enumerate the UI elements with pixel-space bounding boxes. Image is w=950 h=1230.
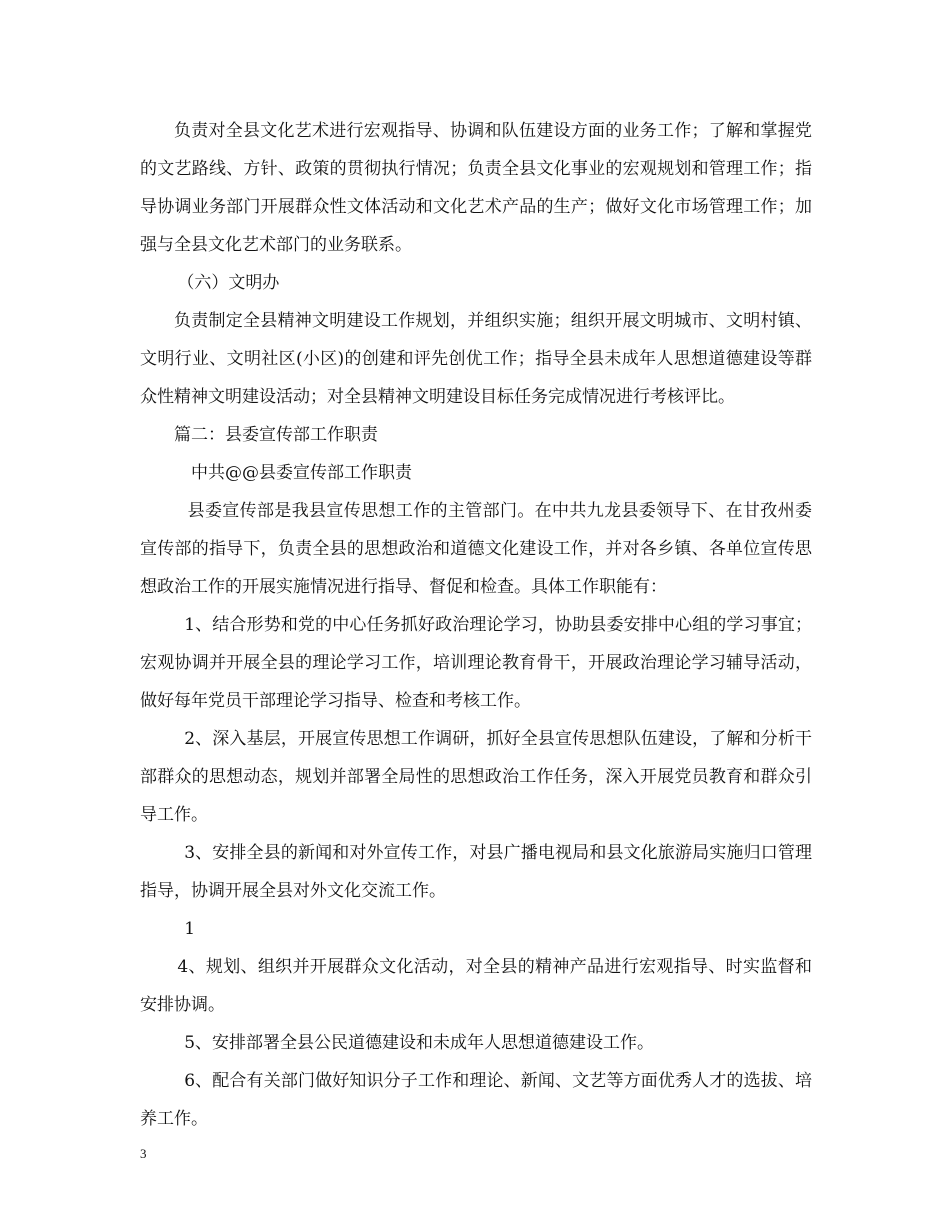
paragraph-culture-duties: 负责对全县文化艺术进行宏观指导、协调和队伍建设方面的业务工作；了解和掌握党的文艺路线、方针、政策的贯彻执行情况；负责全县文化事业的宏观规划和管理工作；指导协调业务部门开展群众性文体活动和文化艺术产品的生产；做好文化市场管理工作；加强与全县文化艺术部门的业务联系。 [140, 121, 812, 255]
page-number: 3 [140, 1146, 147, 1161]
list-item-2: 2、深入基层，开展宣传思想工作调研，抓好全县宣传思想队伍建设，了解和分析干部群众的思想动态，规划并部署全局性的思想政治工作任务，深入开展党员教育和群众引导工作。 [140, 729, 812, 825]
chapter-heading-propaganda-duties: 篇二：县委宣传部工作职责 [174, 425, 378, 445]
list-item-4: 4、规划、组织并开展群众文化活动，对全县的精神产品进行宏观指导、时实监督和安排协调。 [140, 957, 812, 1015]
list-item-5: 5、安排部署全县公民道德建设和未成年人思想道德建设工作。 [184, 1033, 655, 1053]
document-body [140, 112, 812, 1138]
section-heading-civilization-office: （六）文明办 [177, 273, 280, 293]
list-item-3: 3、安排全县的新闻和对外宣传工作，对县广播电视局和县文化旅游局实施归口管理指导，协调开展全县对外文化交流工作。 [140, 843, 812, 901]
paragraph-department-intro: 县委宣传部是我县宣传思想工作的主管部门。在中共九龙县委领导下、在甘孜州委宣传部的指导下，负责全县的思想政治和道德文化建设工作，并对各乡镇、各单位宣传思想政治工作的开展实施情况进行指导、督促和检查。具体工作职能有： [140, 501, 812, 597]
document-subtitle: 中共@@县委宣传部工作职责 [191, 463, 412, 483]
inline-page-marker: 1 [184, 919, 196, 939]
list-item-1: 1、结合形势和党的中心任务抓好政治理论学习，协助县委安排中心组的学习事宜；宏观协调并开展全县的理论学习工作，培训理论教育骨干，开展政治理论学习辅导活动，做好每年党员干部理论学习指导、检查和考核工作。 [140, 615, 812, 711]
paragraph-civilization-duties: 负责制定全县精神文明建设工作规划，并组织实施；组织开展文明城市、文明村镇、文明行业、文明社区(小区)的创建和评先创优工作；指导全县未成年人思想道德建设等群众性精神文明建设活动；对全县精神文明建设目标任务完成情况进行考核评比。 [140, 311, 812, 407]
list-item-6: 6、配合有关部门做好知识分子工作和理论、新闻、文艺等方面优秀人才的选拔、培养工作。 [140, 1071, 812, 1129]
